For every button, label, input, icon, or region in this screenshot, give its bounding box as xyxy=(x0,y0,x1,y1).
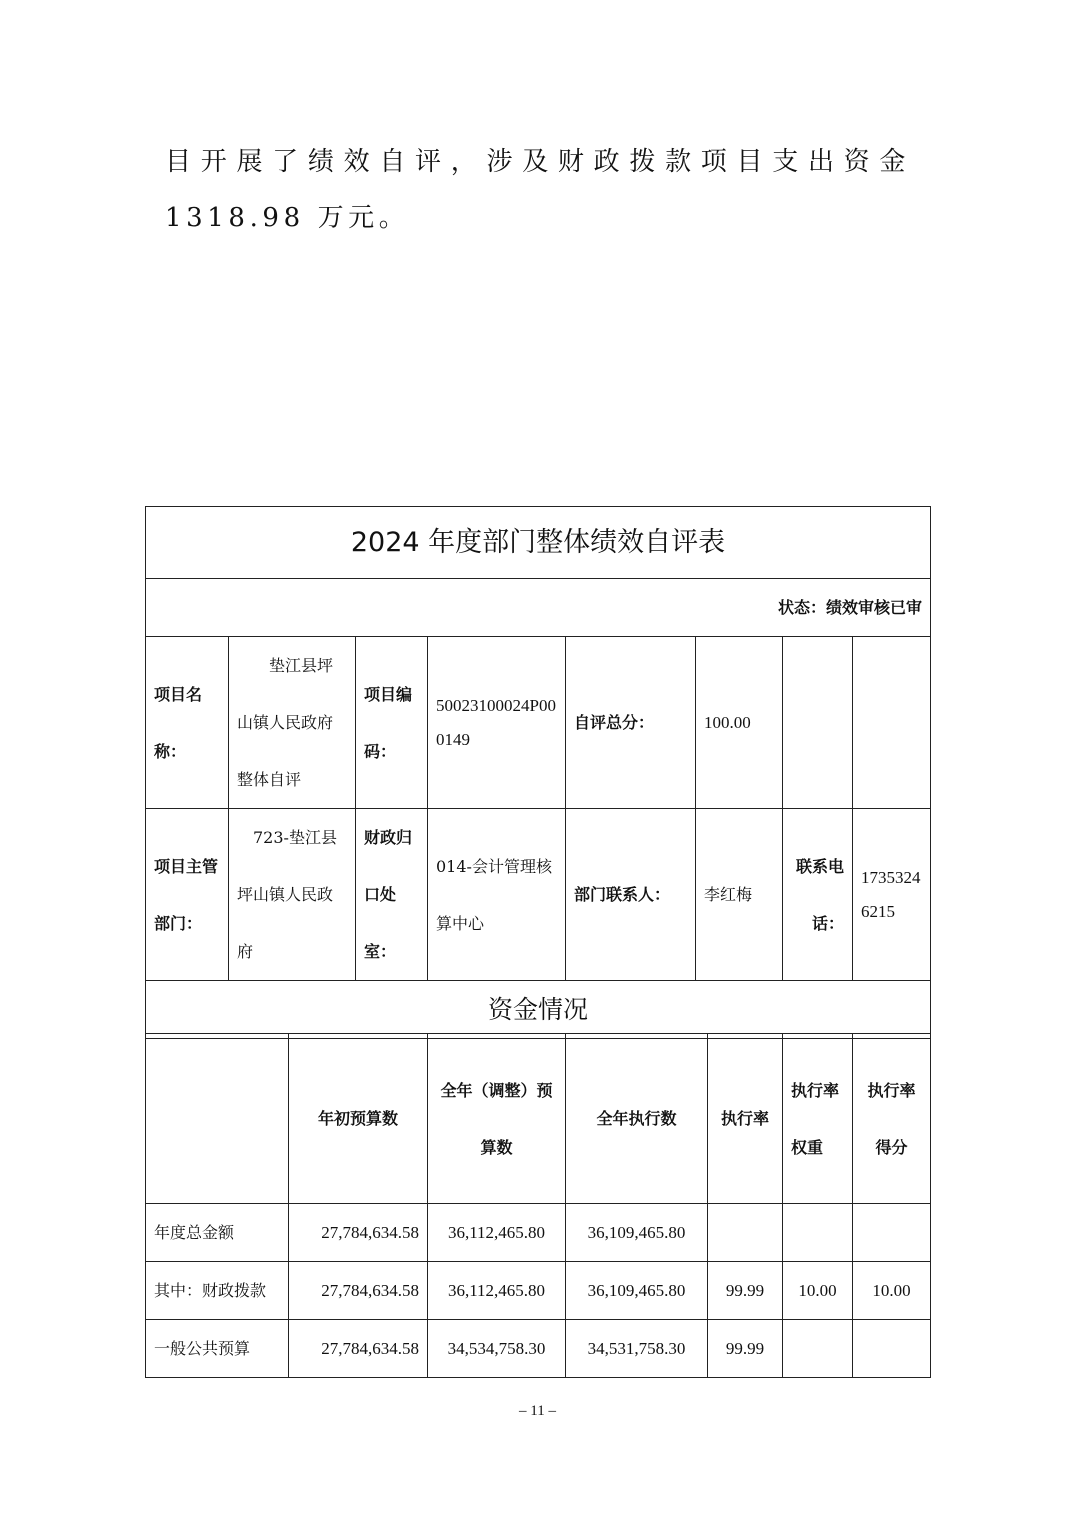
cell: 10.00 xyxy=(853,1262,931,1320)
col-header: 执行率权重 xyxy=(783,1034,853,1204)
total-score-label: 自评总分： xyxy=(566,637,696,809)
col-header: 全年执行数 xyxy=(566,1034,708,1204)
section-title: 资金情况 xyxy=(146,981,931,1039)
row-label: 一般公共预算 xyxy=(146,1320,289,1378)
cell xyxy=(708,1204,783,1262)
col-header: 年初预算数 xyxy=(289,1034,428,1204)
col-header: 全年（调整）预算数 xyxy=(428,1034,566,1204)
evaluation-table-top xyxy=(145,506,931,1039)
phone: 17353246215 xyxy=(853,809,931,981)
cell: 27,784,634.58 xyxy=(289,1320,428,1378)
body-paragraph: 目开展了绩效自评，涉及财政拨款项目支出资金 1318.98 万元。 xyxy=(165,147,910,233)
contact: 李红梅 xyxy=(696,809,783,981)
dept-label: 项目主管部门： xyxy=(146,809,229,981)
cell: 27,784,634.58 xyxy=(289,1262,428,1320)
empty-cell xyxy=(853,637,931,809)
table-row xyxy=(146,1320,931,1378)
cell: 34,534,758.30 xyxy=(428,1320,566,1378)
row-label: 年度总金额 xyxy=(146,1204,289,1262)
table-row xyxy=(146,1262,931,1320)
col-header xyxy=(146,1034,289,1204)
cell: 36,109,465.80 xyxy=(566,1262,708,1320)
project-code-label: 项目编码： xyxy=(356,637,428,809)
cell: 34,531,758.30 xyxy=(566,1320,708,1378)
cell: 36,112,465.80 xyxy=(428,1262,566,1320)
finance-office: 014-会计管理核算中心 xyxy=(428,809,566,981)
status-text: 状态：绩效审核已审 xyxy=(146,579,931,637)
cell xyxy=(853,1204,931,1262)
page-number: – 11 – xyxy=(519,1403,556,1419)
table-row xyxy=(146,1204,931,1262)
header-row xyxy=(146,1034,931,1204)
empty-cell xyxy=(783,637,853,809)
finance-office-label: 财政归口处室： xyxy=(356,809,428,981)
cell: 36,112,465.80 xyxy=(428,1204,566,1262)
cell: 27,784,634.58 xyxy=(289,1204,428,1262)
row-label: 其中：财政拨款 xyxy=(146,1262,289,1320)
funding-table xyxy=(145,1033,931,1378)
contact-label: 部门联系人： xyxy=(566,809,696,981)
table-title: 2024 年度部门整体绩效自评表 xyxy=(146,507,931,579)
dept: 723-垫江县坪山镇人民政府 xyxy=(229,809,356,981)
cell: 99.99 xyxy=(708,1262,783,1320)
cell: 36,109,465.80 xyxy=(566,1204,708,1262)
cell xyxy=(783,1204,853,1262)
total-score: 100.00 xyxy=(696,637,783,809)
col-header: 执行率 xyxy=(708,1034,783,1204)
cell: 99.99 xyxy=(708,1320,783,1378)
project-name: 垫江县坪山镇人民政府整体自评 xyxy=(229,637,356,809)
project-code: 50023100024P000149 xyxy=(428,637,566,809)
col-header: 执行率得分 xyxy=(853,1034,931,1204)
project-name-label: 项目名称： xyxy=(146,637,229,809)
cell xyxy=(853,1320,931,1378)
phone-label: 联系电话： xyxy=(783,809,853,981)
cell: 10.00 xyxy=(783,1262,853,1320)
cell xyxy=(783,1320,853,1378)
